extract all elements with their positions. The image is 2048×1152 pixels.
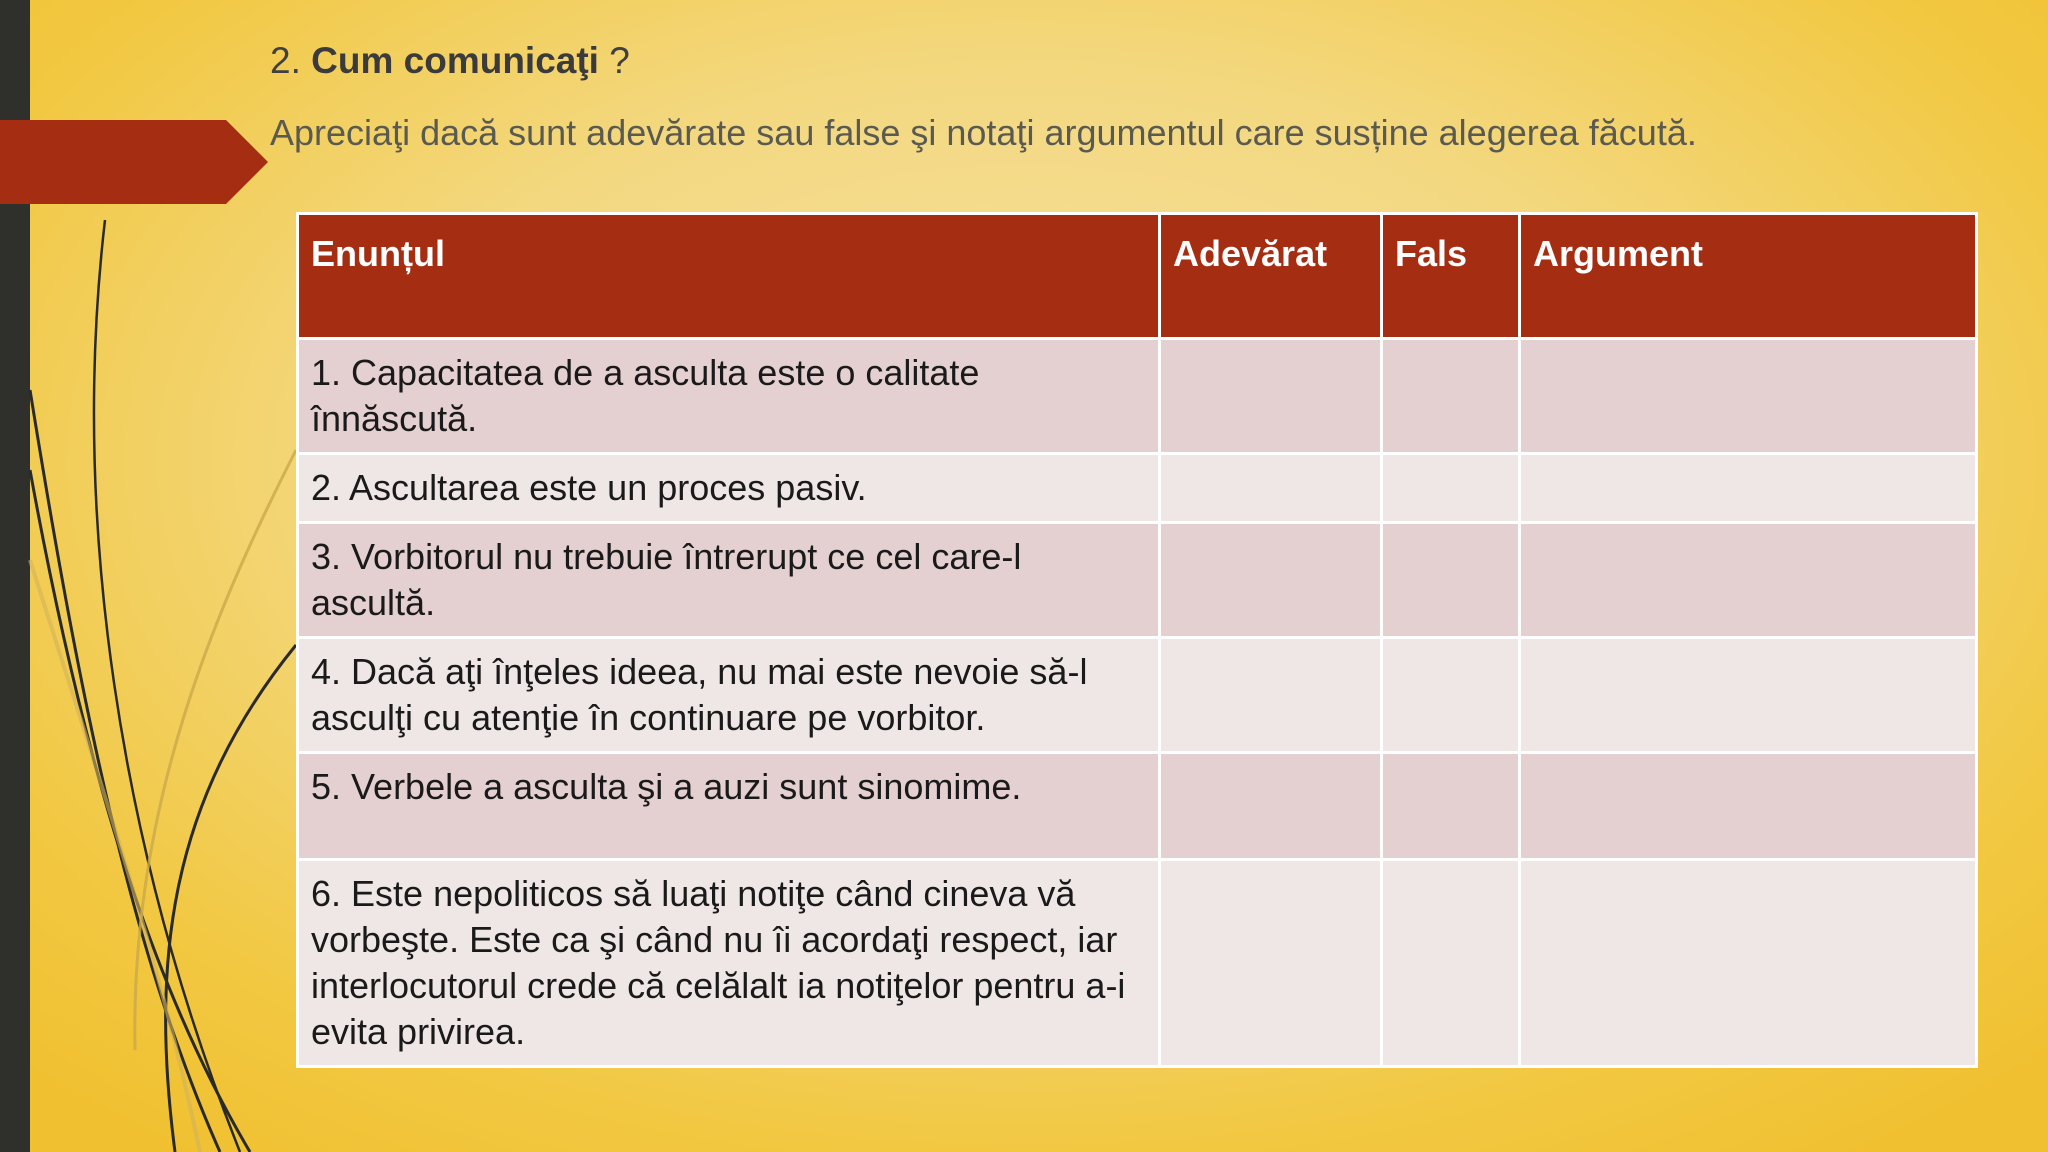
header-enuntul: Enunțul (298, 214, 1160, 339)
fals-cell[interactable] (1382, 638, 1520, 753)
fals-cell[interactable] (1382, 860, 1520, 1067)
header-argument: Argument (1520, 214, 1977, 339)
statement-cell: 1. Capacitatea de a asculta este o calitate înnăscută. (298, 339, 1160, 454)
adevarat-cell[interactable] (1160, 753, 1382, 860)
header-fals: Fals (1382, 214, 1520, 339)
header-adevarat: Adevărat (1160, 214, 1382, 339)
table-row (298, 454, 1977, 523)
slide-title (270, 40, 630, 82)
fals-cell[interactable] (1382, 523, 1520, 638)
argument-cell[interactable] (1520, 339, 1977, 454)
statements-table (296, 212, 1978, 1068)
title-bold: Cum comunicaţi (311, 40, 599, 81)
adevarat-cell[interactable] (1160, 860, 1382, 1067)
adevarat-cell[interactable] (1160, 638, 1382, 753)
table-row (298, 860, 1977, 1067)
table-header-row (298, 214, 1977, 339)
fals-cell[interactable] (1382, 753, 1520, 860)
statement-cell: 6. Este nepoliticos să luaţi notiţe când cineva vă vorbeşte. Este ca şi când nu îi acordaţi respect, iar interlocutorul crede că celălalt ia notiţelor pentru a-i evita privirea. (298, 860, 1160, 1067)
curve-line (30, 560, 200, 1152)
statement-cell: 5. Verbele a asculta şi a auzi sunt sinomime. (298, 753, 1160, 860)
adevarat-cell[interactable] (1160, 523, 1382, 638)
statement-cell: 3. Vorbitorul nu trebuie întrerupt ce cel care-l ascultă. (298, 523, 1160, 638)
statement-cell: 2. Ascultarea este un proces pasiv. (298, 454, 1160, 523)
fals-cell[interactable] (1382, 339, 1520, 454)
argument-cell[interactable] (1520, 454, 1977, 523)
slide-subtitle: Apreciaţi dacă sunt adevărate sau false şi notaţi argumentul care susține alegerea făcută. (270, 112, 1697, 153)
argument-cell[interactable] (1520, 753, 1977, 860)
table-row (298, 638, 1977, 753)
statement-cell: 4. Dacă aţi înţeles ideea, nu mai este nevoie să-l asculţi cu atenţie în continuare pe vorbitor. (298, 638, 1160, 753)
title-suffix: ? (609, 40, 630, 81)
curve-line (30, 470, 250, 1152)
argument-cell[interactable] (1520, 860, 1977, 1067)
adevarat-cell[interactable] (1160, 454, 1382, 523)
adevarat-cell[interactable] (1160, 339, 1382, 454)
red-arrow-tab (0, 120, 268, 204)
fals-cell[interactable] (1382, 454, 1520, 523)
table-row (298, 339, 1977, 454)
title-number: 2. (270, 40, 301, 81)
table-row (298, 753, 1977, 860)
table-row (298, 523, 1977, 638)
argument-cell[interactable] (1520, 523, 1977, 638)
argument-cell[interactable] (1520, 638, 1977, 753)
curve-line (166, 645, 296, 1152)
